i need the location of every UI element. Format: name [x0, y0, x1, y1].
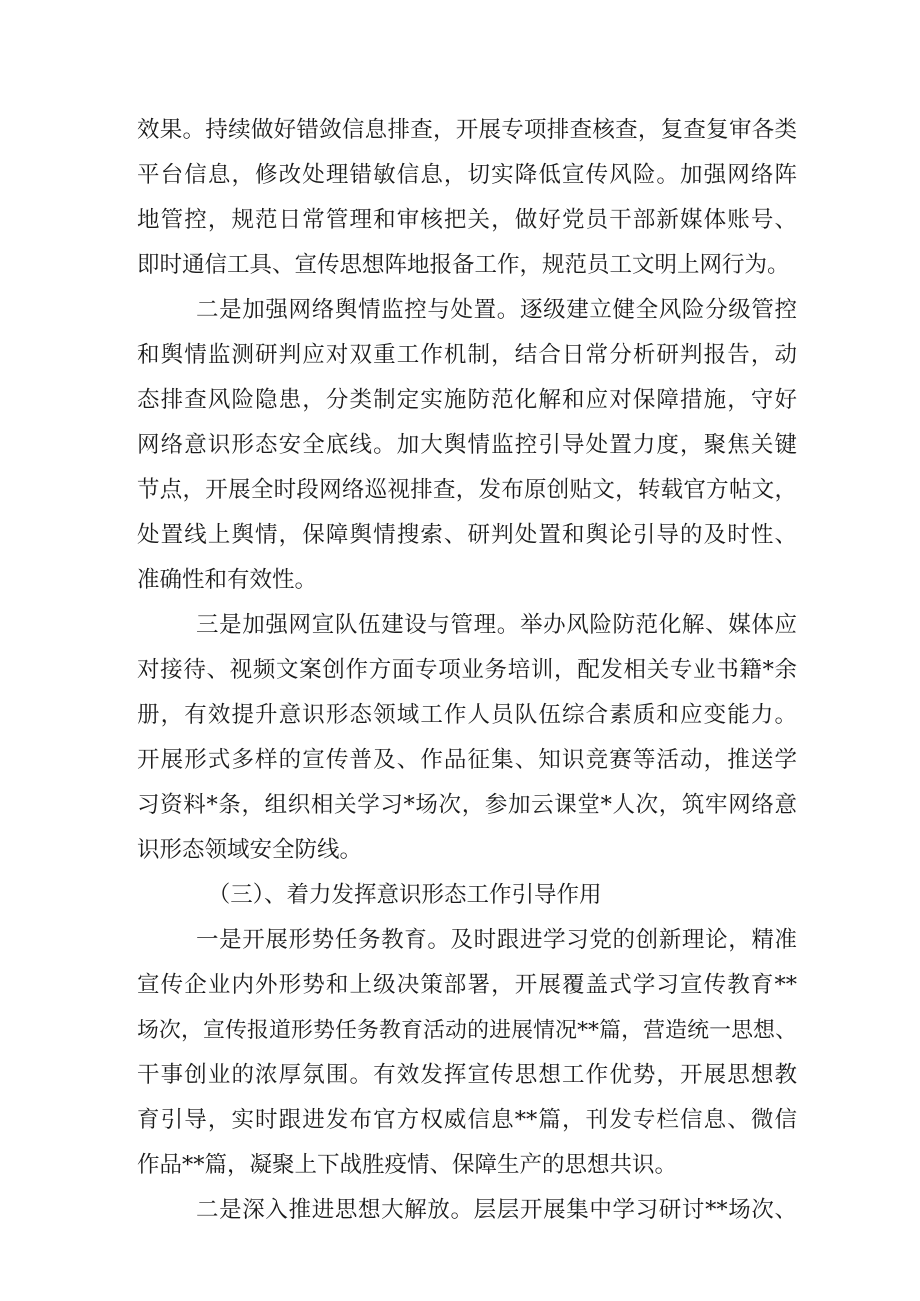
text-line: 网络意识形态安全底线。加大舆情监控引导处置力度，聚焦关键	[137, 432, 797, 458]
text-line: 作品**篇，凝聚上下战胜疫情、保障生产的思想共识。	[137, 1152, 678, 1178]
text-line: 育引导，实时跟进发布官方权威信息**篇，刊发专栏信息、微信	[137, 1107, 797, 1133]
section-heading: （三）、着力发挥意识形态工作引导作用	[207, 882, 602, 908]
text-line: 即时通信工具、宣传思想阵地报备工作，规范员工文明上网行为。	[137, 252, 790, 278]
text-line: 习资料*条，组织相关学习*场次，参加云课堂*人次，筑牢网络意	[137, 792, 797, 818]
document-body	[137, 108, 797, 1233]
text-line: 二是深入推进思想大解放。层层开展集中学习研讨**场次、	[196, 1197, 797, 1223]
text-line: 场次，宣传报道形势任务教育活动的进展情况**篇，营造统一思想、	[137, 1018, 797, 1043]
text-line: 一是开展形势任务教育。及时跟进学习党的创新理论，精准	[196, 927, 797, 953]
text-line: 册，有效提升意识形态领域工作人员队伍综合素质和应变能力。	[137, 702, 797, 728]
text-line: 对接待、视频文案创作方面专项业务培训，配发相关专业书籍*余	[137, 657, 797, 683]
text-line: 节点，开展全时段网络巡视排查，发布原创贴文，转载官方帖文，	[137, 477, 797, 503]
text-line: 二是加强网络舆情监控与处置。逐级建立健全风险分级管控	[196, 297, 797, 323]
text-line: 和舆情监测研判应对双重工作机制，结合日常分析研判报告，动	[137, 342, 797, 368]
text-line: 宣传企业内外形势和上级决策部署，开展覆盖式学习宣传教育**	[137, 972, 797, 998]
text-line: 地管控，规范日常管理和审核把关，做好党员干部新媒体账号、	[137, 207, 797, 233]
text-line: 开展形式多样的宣传普及、作品征集、知识竞赛等活动，推送学	[137, 747, 797, 773]
text-line: 干事创业的浓厚氛围。有效发挥宣传思想工作优势，开展思想教	[137, 1062, 797, 1088]
text-line: 效果。持续做好错敛信息排查，开展专项排查核查，复查复审各类	[137, 117, 797, 143]
text-line: 准确性和有效性。	[137, 567, 318, 593]
text-line: 处置线上舆情，保障舆情搜索、研判处置和舆论引导的及时性、	[137, 522, 797, 548]
text-line: 识形态领域安全防线。	[137, 837, 363, 863]
text-line: 态排查风险隐患，分类制定实施防范化解和应对保障措施，守好	[137, 387, 797, 413]
text-line: 三是加强网宣队伍建设与管理。举办风险防范化解、媒体应	[196, 612, 797, 638]
text-line: 平台信息，修改处理错敏信息，切实降低宣传风险。加强网络阵	[137, 162, 797, 188]
